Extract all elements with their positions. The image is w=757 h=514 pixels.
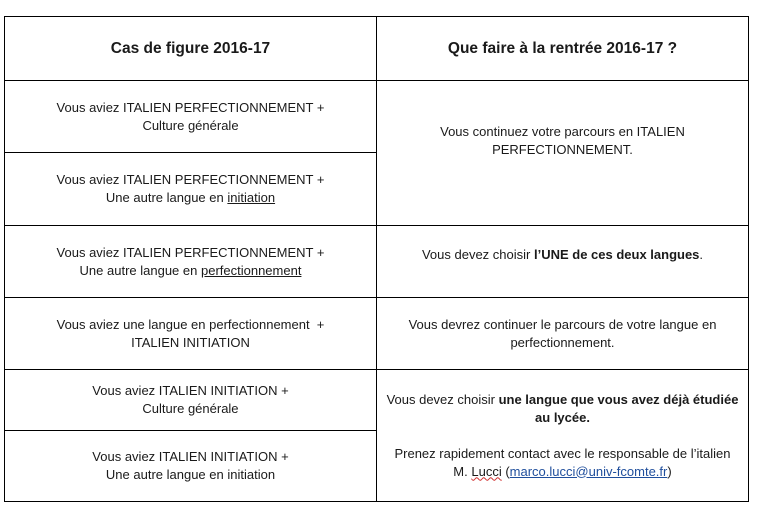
- action-4-line1: [387, 391, 739, 409]
- case-3-underlined-word: perfectionnement: [200, 262, 302, 278]
- case-4-line2: ITALIEN INITIATION: [131, 334, 250, 350]
- header-left: [5, 17, 376, 80]
- case-6-line1: Vous aviez ITALIEN INITIATION +: [92, 449, 289, 464]
- case-1-line1: Vous aviez ITALIEN PERFECTIONNEMENT +: [56, 99, 325, 115]
- case-cell-5: [5, 370, 376, 430]
- action-2-suffix: .: [699, 246, 704, 262]
- action-1-line1: Vous continuez votre parcours en ITALIEN: [440, 124, 685, 139]
- action-3-line1: Vous devrez continuer le parcours de votre langue en: [408, 316, 717, 332]
- contact-close-paren: ): [667, 463, 672, 479]
- action-4-prefix: Vous devez choisir: [386, 391, 499, 407]
- action-3-line2: perfectionnement.: [510, 334, 615, 350]
- action-1-line2: PERFECTIONNEMENT.: [492, 142, 633, 157]
- contact-open-paren: (: [501, 463, 510, 479]
- case-cell-1: [5, 81, 376, 152]
- action-4-bold-line2: au lycée.: [535, 409, 590, 425]
- case-6-line2: Une autre langue en initiation: [105, 467, 276, 482]
- action-cell-2: [377, 226, 748, 297]
- action-2-bold: l’UNE de ces deux langues: [533, 246, 700, 262]
- case-cell-4: [5, 298, 376, 369]
- action-4-contact-line1: Prenez rapidement contact avec le responsable de l’italien: [394, 445, 731, 461]
- case-2-line2: [57, 189, 325, 207]
- case-3-line1: Vous aviez ITALIEN PERFECTIONNEMENT +: [56, 244, 325, 260]
- header-left-text: Cas de figure 2016-17: [110, 39, 271, 57]
- case-cell-3: [5, 226, 376, 297]
- email-link[interactable]: marco.lucci@univ-fcomte.fr: [509, 463, 668, 479]
- header-right-text: Que faire à la rentrée 2016-17 ?: [447, 39, 678, 57]
- action-4-line2: [387, 409, 739, 427]
- case-5-line1: Vous aviez ITALIEN INITIATION +: [92, 383, 289, 398]
- action-2-text: [422, 246, 703, 264]
- action-cell-3: [377, 298, 748, 369]
- action-2-prefix: Vous devez choisir: [421, 246, 534, 262]
- action-4-contact-line2: [387, 463, 739, 481]
- case-cell-2: [5, 153, 376, 225]
- case-4-line1: Vous aviez une langue en perfectionnement +: [56, 316, 325, 332]
- spacer: [387, 427, 739, 445]
- case-3-line2: [57, 262, 325, 280]
- case-5-line2: Culture générale: [142, 401, 239, 416]
- info-table: [4, 16, 749, 502]
- action-cell-1: [377, 81, 748, 225]
- case-3-line2-prefix: Une autre langue en: [79, 262, 201, 278]
- case-2-line1: Vous aviez ITALIEN PERFECTIONNEMENT +: [56, 172, 325, 187]
- case-cell-6: [5, 431, 376, 501]
- case-1-line2: Culture générale: [142, 117, 239, 133]
- header-right: [377, 17, 748, 80]
- action-4-bold-line1: une langue que vous avez déjà étudiée: [498, 391, 739, 407]
- action-cell-4: [377, 370, 748, 501]
- contact-name: Lucci: [471, 463, 502, 479]
- case-2-line2-prefix: Une autre langue en: [105, 190, 228, 205]
- case-2-underlined-word: initiation: [227, 190, 276, 205]
- contact-prefix: M.: [453, 463, 472, 479]
